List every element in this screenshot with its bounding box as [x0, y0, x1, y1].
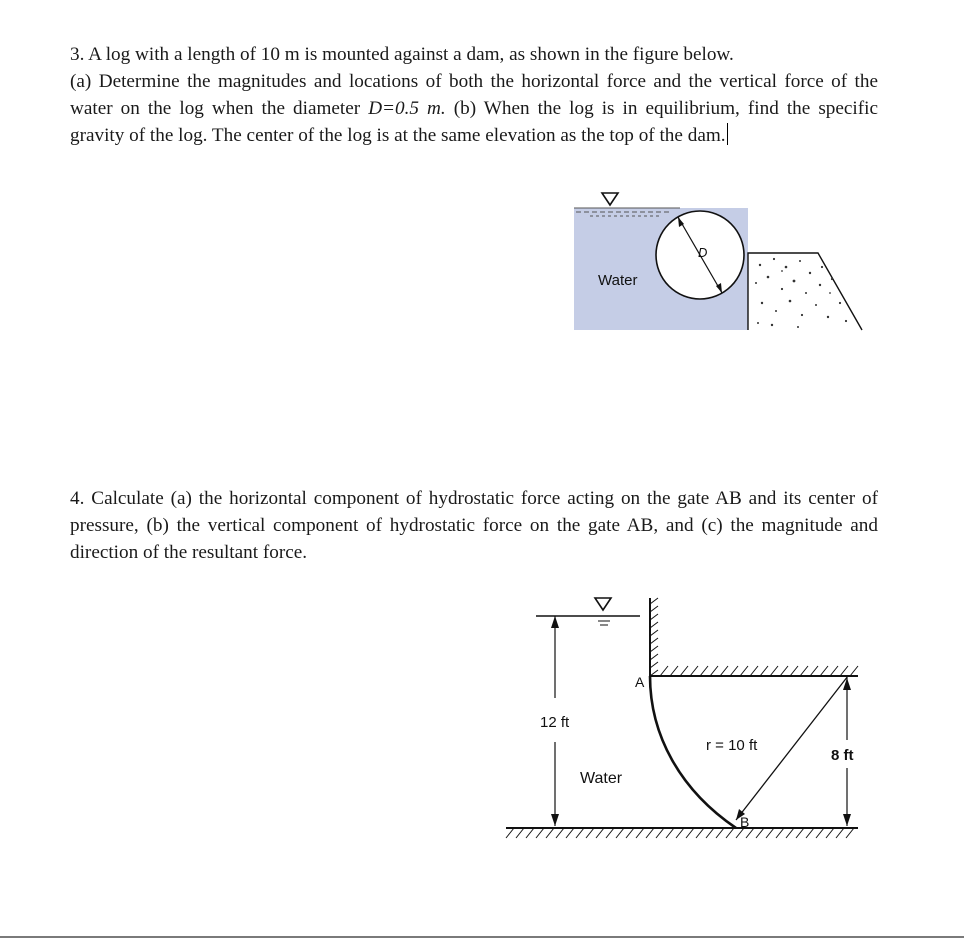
problem-4-text: [70, 485, 878, 566]
problem-3-title: 3. A log with a length of 10 m is mounted against a dam, as shown in the figure below.: [70, 44, 734, 65]
depth-arrow-top: [551, 616, 559, 628]
problem-3-text: [70, 41, 878, 149]
height-arrow-top: [843, 678, 851, 690]
wall-hatching: [650, 598, 658, 676]
point-b-label: B: [740, 814, 750, 830]
diameter-expression: D=0.5 m.: [368, 98, 446, 119]
height-arrow-bottom: [843, 814, 851, 826]
problem-3-part-a: (a) Determine the magnitudes and locations of both the horizontal force and the vertical force of the water on the log when the diameter: [70, 71, 878, 119]
point-a-label: A: [635, 674, 645, 690]
depth-label: 12 ft: [540, 714, 570, 731]
water-label-4: Water: [580, 770, 623, 787]
problem-4-body: 4. Calculate (a) the horizontal component of hydrostatic force acting on the gate AB and its center of pressure, (b) the vertical component of hydrostatic force on the gate AB, and (c) the magnitude and direction of the resultant force.: [70, 488, 878, 563]
text-cursor: [727, 123, 729, 145]
gate-figure: [500, 590, 870, 860]
height-label: 8 ft: [831, 747, 854, 764]
ground-hatching: [506, 828, 854, 838]
water-level-icon: [602, 193, 618, 205]
water-label-3: Water: [598, 272, 638, 289]
radius-label: r = 10 ft: [706, 737, 758, 754]
problem-3-part-b: (b) When the log is in equilibrium, find the specific gravity of the log. The center of the log is at the same elevation as the top of the dam.: [70, 98, 878, 146]
log-dam-figure: [560, 185, 880, 345]
depth-arrow-bottom: [551, 814, 559, 826]
dam: [748, 253, 862, 330]
diameter-label: D: [698, 245, 708, 260]
problem-3-parts: [70, 68, 878, 149]
page-bottom-rule: [0, 936, 964, 938]
upper-surface-hatching: [660, 666, 858, 676]
water-level-icon: [595, 598, 611, 610]
